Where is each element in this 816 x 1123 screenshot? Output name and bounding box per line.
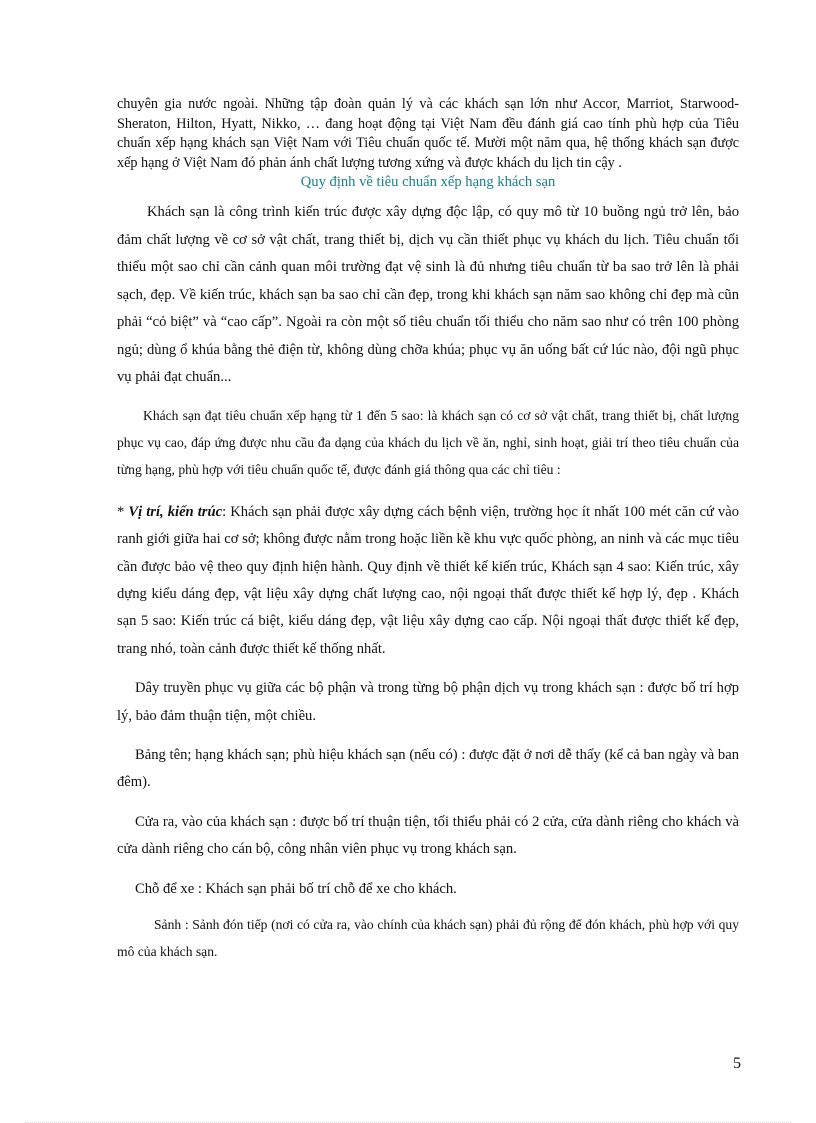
- lobby-paragraph: Sảnh : Sảnh đón tiếp (nơi có cửa ra, vào chính của khách sạn) phải đủ rộng để đón khách, phù hợp với quy mô của khách sạn.: [117, 917, 739, 960]
- signboard-paragraph: Bảng tên; hạng khách sạn; phù hiệu khách sạn (nếu có) : được đặt ở nơi dễ thấy (kể cả ban ngày và ban đêm).: [117, 746, 739, 791]
- page-number: 5: [733, 1055, 741, 1072]
- star-rating-paragraph: Khách sạn đạt tiêu chuẩn xếp hạng từ 1 đến 5 sao: là khách sạn có cơ sở vật chất, trang thiết bị, chất lượng phục vụ cao, đáp ứng được nhu cầu đa dạng của khách du lịch về ăn, nghỉ, sinh hoạt, giải trí theo tiêu chuẩn của từng hạng, phù hợp với tiêu chuẩn quốc tế, được đánh giá thông qua các chỉ tiêu :: [117, 407, 739, 478]
- section-heading: Quy định về tiêu chuẩn xếp hạng khách sạn: [300, 174, 556, 190]
- bullet-marker: *: [117, 503, 129, 520]
- doors-paragraph: Cửa ra, vào của khách sạn : được bố trí thuận tiện, tối thiểu phải có 2 cửa, cửa dành riêng cho khách và cửa dành riêng cho cán bộ, công nhân viên phục vụ trong khách sạn.: [117, 813, 739, 858]
- location-architecture-title: Vị trí, kiến trúc: [128, 503, 223, 520]
- parking-paragraph: Chỗ để xe : Khách sạn phải bố trí chỗ để xe cho khách.: [135, 880, 457, 897]
- intro-paragraph: chuyên gia nước ngoài. Những tập đoàn quản lý và các khách sạn lớn như Accor, Marriot, Starwood-Sheraton, Hilton, Hyatt, Nikko, … đang hoạt động tại Việt Nam đều đánh giá cao tính phù hợp của Tiêu chuẩn xếp hạng khách sạn Việt Nam với Tiêu chuẩn quốc tế. Mười một năm qua, hệ thống khách sạn được xếp hạng ở Việt Nam đó phản ánh chất lượng tương xứng và được khách du lịch tin cậy .: [117, 96, 739, 171]
- service-line-paragraph: Dây truyền phục vụ giữa các bộ phận và trong từng bộ phận dịch vụ trong khách sạn : được bố trí hợp lý, bảo đảm thuận tiện, một chiều.: [117, 680, 739, 724]
- location-architecture-text: : Khách sạn phải được xây dựng cách bệnh viện, trường học ít nhất 100 mét căn cứ vào ranh giới giữa hai cơ sở; không được nằm trong hoặc liền kề khu vực quốc phòng, an ninh và các mục tiêu cần được bảo vệ theo quy định hiện hành. Quy định về thiết kế kiến trúc, Khách sạn 4 sao: Kiến trúc, xây dựng kiểu dáng đẹp, vật liệu xây dựng chất lượng cao, nội ngoại thất được thiết kế hợp lý, đẹp . Khách sạn 5 sao: Kiến trúc cá biệt, kiểu dáng đẹp, vật liệu xây dựng cao cấp. Nội ngoại thất được thiết kế đẹp, trang nhó, toàn cảnh được thiết kế thống nhất.: [117, 503, 740, 657]
- document-body: [117, 95, 739, 966]
- location-architecture-paragraph: [117, 499, 739, 663]
- hotel-definition-paragraph: Khách sạn là công trình kiến trúc được xây dựng độc lập, có quy mô từ 10 buồng ngủ trở lên, bảo đảm chất lượng về cơ sở vật chất, trang thiết bị, dịch vụ cần thiết phục vụ khách du lịch. Tiêu chuẩn tối thiểu một sao chỉ cần cảnh quan môi trường đạt vệ sinh là đủ nhưng tiêu chuẩn từ ba sao trở lên là phải sạch, đẹp. Về kiến trúc, khách sạn ba sao chỉ cần đẹp, trong khi khách sạn năm sao không chỉ đẹp mà cũn phải “cỏ biệt” và “cao cấp”. Ngoài ra còn một số tiêu chuẩn tối thiểu cho năm sao như có trên 100 phòng ngủ; dùng ổ khúa bằng thẻ điện từ, không dùng chỡa khúa; phục vụ ăn uống bất cứ lúc nào, đội ngũ phục vụ phải đạt chuẩn...: [117, 204, 739, 385]
